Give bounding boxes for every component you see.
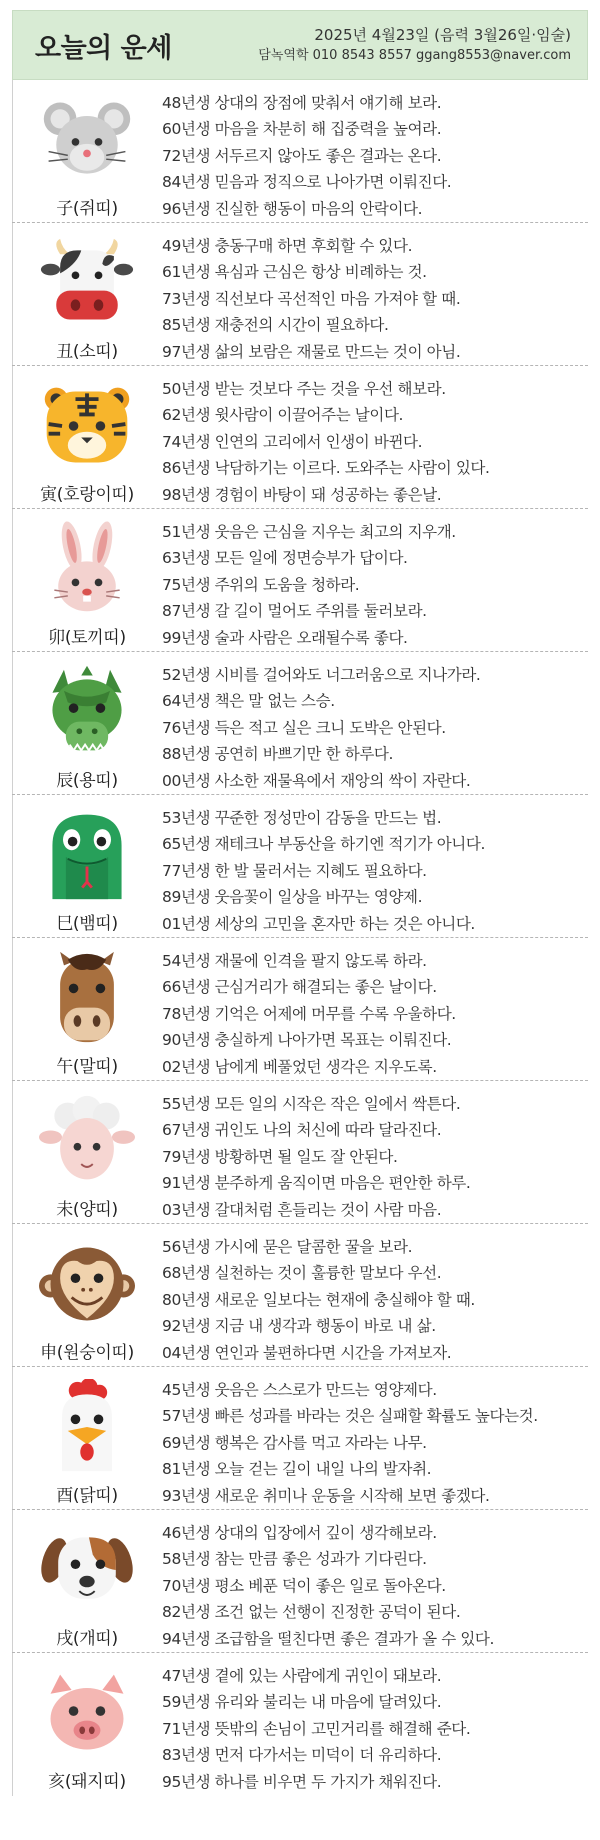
fortune-line: 65년생 재테크나 부동산을 하기엔 적기가 아니다. [162, 835, 485, 854]
fortune-line: 49년생 충동구매 하면 후회할 수 있다. [162, 237, 413, 255]
fortune-line: 60년생 마음을 차분히 해 집중력을 높여라. [162, 120, 442, 139]
fortune-lines [162, 223, 588, 365]
fortune-line: 47년생 곁에 있는 사람에게 귀인이 돼보라. [162, 1667, 442, 1685]
fortune-line: 89년생 웃음꽃이 일상을 바꾸는 영양제. [162, 888, 423, 907]
fortune-line: 72년생 서두르지 않아도 좋은 결과는 온다. [162, 146, 442, 165]
fortune-line: 93년생 새로운 취미나 운동을 시작해 보면 좋겠다. [162, 1486, 490, 1505]
zodiac-row-snake [12, 795, 588, 938]
fortune-line: 96년생 진실한 행동이 마음의 안락이다. [162, 199, 423, 218]
fortune-line: 86년생 낙담하기는 이르다. 도와주는 사람이 있다. [162, 459, 490, 478]
zodiac-list [12, 80, 588, 1796]
contact-text: 담녹역학 010 8543 8557 ggang8553@naver.com [258, 48, 571, 63]
tiger-icon [39, 378, 135, 474]
fortune-line: 45년생 웃음은 스스로가 만드는 영양제다. [162, 1381, 437, 1399]
fortune-line: 71년생 뜻밖의 손님이 고민거리를 해결해 준다. [162, 1719, 471, 1738]
zodiac-row-ox [12, 223, 588, 366]
zodiac-label: 寅(호랑이띠) [40, 485, 134, 505]
fortune-line: 81년생 오늘 걷는 길이 내일 나의 발자취. [162, 1460, 432, 1479]
rabbit-icon [39, 521, 135, 617]
pig-icon [39, 1665, 135, 1761]
dragon-icon [39, 664, 135, 760]
animal-cell [12, 1510, 162, 1652]
fortune-line: 75년생 주위의 도움을 청하라. [162, 575, 360, 594]
fortune-line: 59년생 유리와 불리는 내 마음에 달려있다. [162, 1693, 442, 1712]
fortune-lines [162, 938, 588, 1080]
horse-icon [39, 950, 135, 1046]
fortune-line: 77년생 한 발 물러서는 지혜도 필요하다. [162, 861, 427, 880]
zodiac-row-monkey [12, 1224, 588, 1367]
rat-icon [39, 92, 135, 188]
fortune-line: 54년생 재물에 인격을 팔지 않도록 하라. [162, 952, 427, 970]
fortune-line: 87년생 갈 길이 멀어도 주위를 둘러보라. [162, 602, 427, 621]
fortune-line: 63년생 모든 일에 정면승부가 답이다. [162, 549, 408, 568]
animal-cell [12, 652, 162, 794]
zodiac-row-dragon [12, 652, 588, 795]
animal-cell [12, 223, 162, 365]
zodiac-label: 戌(개띠) [56, 1629, 118, 1649]
header [12, 10, 588, 80]
zodiac-label: 亥(돼지띠) [48, 1772, 126, 1792]
zodiac-row-horse [12, 938, 588, 1081]
fortune-lines [162, 1510, 588, 1652]
fortune-line: 57년생 빠른 성과를 바라는 것은 실패할 확률도 높다는것. [162, 1407, 538, 1426]
animal-cell [12, 795, 162, 937]
fortune-line: 62년생 윗사람이 이끌어주는 날이다. [162, 406, 404, 425]
fortune-lines [162, 1367, 588, 1509]
fortune-line: 79년생 방황하면 될 일도 잘 안된다. [162, 1147, 398, 1166]
fortune-line: 83년생 먼저 다가서는 미덕이 더 유리하다. [162, 1746, 442, 1765]
rooster-icon [39, 1379, 135, 1475]
fortune-line: 76년생 득은 적고 실은 크니 도박은 안된다. [162, 718, 446, 737]
sheep-icon [39, 1093, 135, 1189]
fortune-line: 99년생 술과 사람은 오래될수록 좋다. [162, 628, 408, 647]
fortune-line: 02년생 남에게 베풀었던 생각은 지우도록. [162, 1057, 437, 1076]
fortune-line: 61년생 욕심과 근심은 항상 비례하는 것. [162, 263, 427, 282]
animal-cell [12, 366, 162, 508]
fortune-line: 51년생 웃음은 근심을 지우는 최고의 지우개. [162, 523, 456, 541]
fortune-lines [162, 509, 588, 651]
animal-cell [12, 80, 162, 222]
fortune-lines [162, 795, 588, 937]
zodiac-row-sheep [12, 1081, 588, 1224]
fortune-lines [162, 1081, 588, 1223]
fortune-line: 56년생 가시에 묻은 달콤한 꿀을 보라. [162, 1238, 413, 1256]
dog-icon [39, 1522, 135, 1618]
fortune-line: 03년생 갈대처럼 흔들리는 것이 사람 마음. [162, 1200, 442, 1219]
fortune-line: 74년생 인연의 고리에서 인생이 바뀐다. [162, 432, 423, 451]
fortune-line: 92년생 지금 내 생각과 행동이 바로 내 삶. [162, 1317, 436, 1336]
animal-cell [12, 1367, 162, 1509]
animal-cell [12, 1081, 162, 1223]
animal-cell [12, 938, 162, 1080]
fortune-line: 70년생 평소 베푼 덕이 좋은 일로 돌아온다. [162, 1576, 446, 1595]
fortune-line: 97년생 삶의 보람은 재물로 만드는 것이 아님. [162, 342, 461, 361]
animal-cell [12, 1653, 162, 1796]
fortune-line: 95년생 하나를 비우면 두 가지가 채워진다. [162, 1772, 442, 1791]
fortune-line: 52년생 시비를 걸어와도 너그러움으로 지나가라. [162, 666, 481, 684]
zodiac-row-dog [12, 1510, 588, 1653]
fortune-line: 85년생 재충전의 시간이 필요하다. [162, 316, 389, 335]
zodiac-label: 午(말띠) [56, 1057, 118, 1077]
fortune-line: 66년생 근심거리가 해결되는 좋은 날이다. [162, 978, 437, 997]
fortune-lines [162, 1224, 588, 1366]
fortune-line: 50년생 받는 것보다 주는 것을 우선 해보라. [162, 380, 446, 398]
fortune-lines [162, 652, 588, 794]
fortune-line: 64년생 책은 말 없는 스승. [162, 692, 335, 711]
fortune-line: 90년생 충실하게 나아가면 목표는 이뤄진다. [162, 1031, 452, 1050]
fortune-line: 48년생 상대의 장점에 맞춰서 얘기해 보라. [162, 94, 442, 112]
zodiac-row-pig [12, 1653, 588, 1796]
fortune-line: 91년생 분주하게 움직이면 마음은 편안한 하루. [162, 1174, 471, 1193]
snake-icon [39, 807, 135, 903]
fortune-lines [162, 80, 588, 222]
fortune-line: 73년생 직선보다 곡선적인 마음 가져야 할 때. [162, 289, 461, 308]
animal-cell [12, 509, 162, 651]
page-title: 오늘의 운세 [35, 32, 172, 64]
fortune-line: 84년생 믿음과 정직으로 나아가면 이뤄진다. [162, 173, 452, 192]
header-meta [258, 24, 571, 66]
monkey-icon [39, 1236, 135, 1332]
fortune-line: 46년생 상대의 입장에서 깊이 생각해보라. [162, 1524, 437, 1542]
zodiac-label: 申(원숭이띠) [40, 1343, 134, 1363]
fortune-line: 80년생 새로운 일보다는 현재에 충실해야 할 때. [162, 1290, 475, 1309]
zodiac-label: 子(쥐띠) [56, 199, 118, 219]
fortune-line: 98년생 경험이 바탕이 돼 성공하는 좋은날. [162, 485, 442, 504]
fortune-line: 78년생 기억은 어제에 머무를 수록 우울하다. [162, 1004, 456, 1023]
zodiac-row-rooster [12, 1367, 588, 1510]
zodiac-label: 未(양띠) [56, 1200, 118, 1220]
fortune-line: 67년생 귀인도 나의 처신에 따라 달라진다. [162, 1121, 442, 1140]
animal-cell [12, 1224, 162, 1366]
zodiac-row-rat [12, 80, 588, 223]
fortune-line: 69년생 행복은 감사를 먹고 자라는 나무. [162, 1433, 427, 1452]
fortune-line: 00년생 사소한 재물욕에서 재앙의 싹이 자란다. [162, 771, 471, 790]
fortune-line: 01년생 세상의 고민을 혼자만 하는 것은 아니다. [162, 914, 475, 933]
fortune-lines [162, 366, 588, 508]
fortune-line: 58년생 참는 만큼 좋은 성과가 기다린다. [162, 1550, 427, 1569]
fortune-line: 04년생 연인과 불편하다면 시간을 가져보자. [162, 1343, 452, 1362]
zodiac-label: 卯(토끼띠) [48, 628, 126, 648]
fortune-line: 82년생 조건 없는 선행이 진정한 공덕이 된다. [162, 1603, 461, 1622]
zodiac-label: 巳(뱀띠) [56, 914, 118, 934]
fortune-line: 68년생 실천하는 것이 훌륭한 말보다 우선. [162, 1264, 442, 1283]
ox-icon [39, 235, 135, 331]
zodiac-row-rabbit [12, 509, 588, 652]
fortune-lines [162, 1653, 588, 1796]
date-text: 2025년 4월23일 (음력 3월26일·임술) [314, 26, 571, 44]
zodiac-label: 辰(용띠) [56, 771, 118, 791]
zodiac-label: 丑(소띠) [56, 342, 118, 362]
zodiac-label: 酉(닭띠) [56, 1486, 118, 1506]
fortune-line: 88년생 공연히 바쁘기만 한 하루다. [162, 745, 394, 764]
fortune-line: 55년생 모든 일의 시작은 작은 일에서 싹튼다. [162, 1095, 461, 1113]
fortune-line: 94년생 조급함을 떨친다면 좋은 결과가 올 수 있다. [162, 1629, 495, 1648]
zodiac-row-tiger [12, 366, 588, 509]
fortune-line: 53년생 꾸준한 정성만이 감동을 만드는 법. [162, 809, 442, 827]
